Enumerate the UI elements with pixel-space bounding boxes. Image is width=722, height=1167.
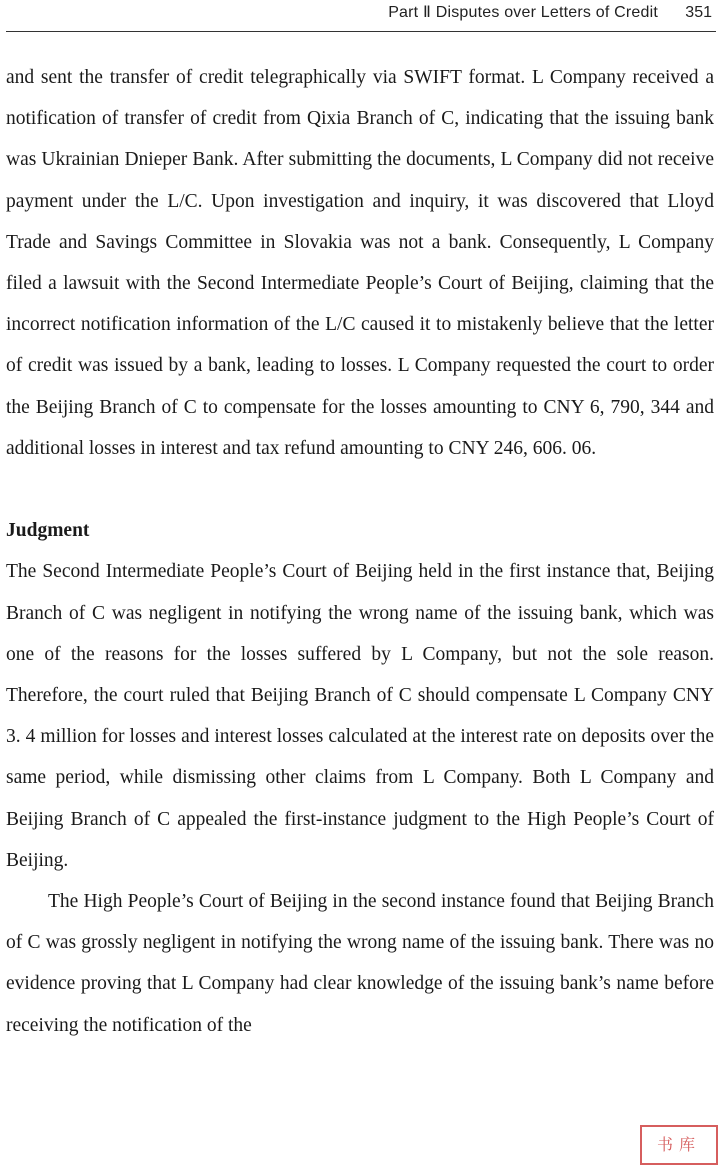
- paragraph-second-instance: The High People’s Court of Beijing in the second instance found that Beijing Branch of C was grossly negligent in notifying the wrong name of the issuing bank. There was no evidence proving that L Company had clear knowledge of the issuing bank’s name before receiving the notification of the: [6, 891, 714, 1036]
- paragraph-spacer: [6, 469, 714, 510]
- page-body: [6, 57, 714, 1046]
- running-title: Part Ⅱ Disputes over Letters of Credit: [388, 4, 658, 21]
- section-heading-judgment: Judgment: [6, 520, 90, 542]
- paragraph-first-instance: The Second Intermediate People’s Court of Beijing held in the first instance that, Beijing Branch of C was negligent in notifying the wrong name of the issuing bank, which was one of the reasons for the losses suffered by L Company, but not the sole reason. Therefore, the court ruled that Beijing Branch of C should compensate L Company CNY 3. 4 million for losses and interest losses calculated at the interest rate on deposits over the same period, while dismissing other claims from L Company. Both L Company and Beijing Branch of C appealed the first-instance judgment to the High People’s Court of Beijing.: [6, 561, 714, 871]
- paragraph-case-facts: and sent the transfer of credit telegraphically via SWIFT format. L Company received a notification of transfer of credit from Qixia Branch of C, indicating that the issuing bank was Ukrainian Dnieper Bank. After submitting the documents, L Company did not receive payment under the L/C. Upon investigation and inquiry, it was discovered that Lloyd Trade and Savings Committee in Slovakia was not a bank. Consequently, L Company filed a lawsuit with the Second Intermediate People’s Court of Beijing, claiming that the incorrect notification information of the L/C caused it to mistakenly believe that the letter of credit was issued by a bank, leading to losses. L Company requested the court to order the Beijing Branch of C to compensate for the losses amounting to CNY 6, 790, 344 and additional losses in interest and tax refund amounting to CNY 246, 606. 06.: [6, 67, 714, 459]
- page-number: 351: [685, 4, 712, 21]
- page-header: [6, 0, 716, 32]
- library-stamp-watermark: 书库: [640, 1125, 718, 1165]
